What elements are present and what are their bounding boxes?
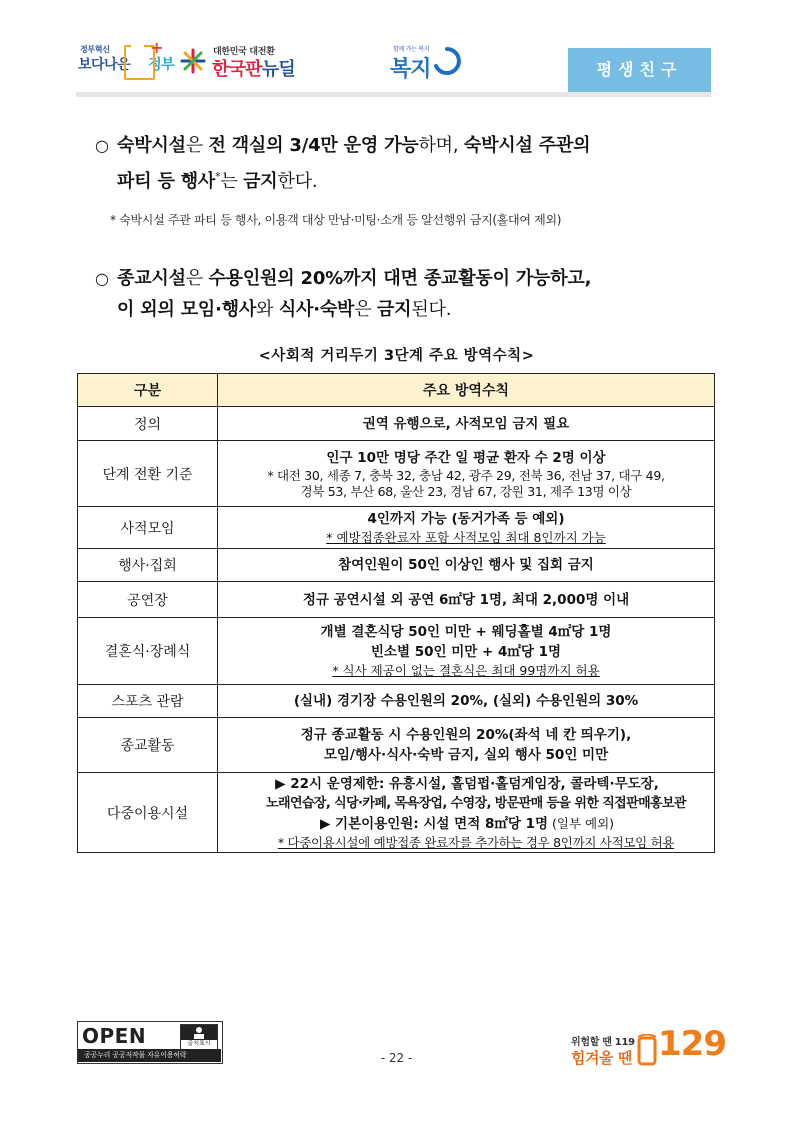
lodging-footnote: * 숙박시설 주관 파티 등 행사, 이용객 대상 만남·미팅·소개 등 알선행위 금지(홀대여 제외): [110, 213, 562, 227]
rule-line: [222, 555, 710, 575]
row-rules: [218, 407, 715, 441]
emphasis-text: 금지: [243, 171, 278, 192]
plain-text: 은: [185, 268, 209, 289]
table-row: [78, 407, 715, 441]
phone-icon: [636, 1034, 658, 1066]
rule-line-text: 인구 10만 명당 주간 일 평균 환자 수 2명 이상: [326, 449, 606, 466]
rule-line-text: 모임/행사·식사·숙박 금지, 실외 행사 50인 미만: [323, 747, 609, 763]
welfare-slogan-text: 함께 가는 복지: [393, 46, 430, 53]
rule-line-text: ▶ 22시 운영제한: 유흥시설, 홀덤펍·홀덤게임장, 콜라텍·무도장,: [275, 775, 659, 792]
rule-line: [222, 468, 710, 484]
rule-line: [222, 414, 710, 434]
row-category: 결혼식·장례식: [78, 618, 218, 685]
table-row: [78, 618, 715, 685]
gov-innovation-small-text: 정부혁신: [80, 45, 110, 54]
rule-line-text: 개별 결혼식당 50인 미만 + 웨딩홀별 4㎡당 1명: [320, 624, 612, 640]
new-deal-text-b: 뉴딜: [261, 59, 295, 80]
header-divider: [76, 92, 711, 97]
rule-line: [222, 529, 710, 547]
emphasis-text: 숙박시설 주관의: [463, 135, 591, 156]
rule-line-text: 경북 53, 부산 68, 울산 23, 경남 67, 강원 31, 제주 13명 이상: [300, 483, 632, 499]
rule-note-inline: (일부 예외): [552, 815, 615, 831]
table-row: [78, 549, 715, 582]
table-row: [78, 441, 715, 507]
welfare-circle-icon: [432, 46, 462, 76]
emphasis-text: 이 외의 모임·행사: [117, 299, 257, 320]
lifelong-friend-tag: [568, 48, 711, 92]
rule-line: [222, 834, 710, 852]
bracket-gap-bottom: [131, 72, 144, 78]
row-rules: [218, 441, 715, 507]
row-rules: [218, 507, 715, 549]
table-row: [78, 718, 715, 773]
row-rules: [218, 582, 715, 618]
rule-line-text: * 대전 30, 세종 7, 충북 32, 충남 42, 광주 29, 전북 36, 전남 37, 대구 49,: [267, 467, 665, 483]
rule-line-text: (실내) 경기장 수용인원의 20%, (실외) 수용인원의 30%: [293, 693, 639, 709]
rule-line-text: 노래연습장, 식당·카페, 목욕장업, 수영장, 방문판매 등을 위한 직접판매홍보관: [266, 795, 686, 811]
footnote-marker: *: [215, 170, 221, 183]
rule-line-text: * 예방접종완료자 포함 사적모임 최대 8인까지 가능: [326, 529, 606, 545]
circle-bullet: ○: [95, 269, 109, 288]
paragraph-line: [95, 161, 590, 197]
table-row: [78, 685, 715, 718]
plain-text: 은: [354, 299, 377, 320]
paragraph-religion: [95, 263, 591, 325]
rule-line: [222, 448, 710, 468]
new-deal-text-a: 한국판: [212, 59, 262, 80]
plain-text: 하며,: [418, 135, 464, 156]
table-row: [78, 507, 715, 549]
header-category: 구분: [78, 374, 218, 407]
rule-line: [222, 509, 710, 529]
logo-text-a: 보다나은: [78, 57, 131, 73]
row-category: 종교활동: [78, 718, 218, 773]
table-row: [78, 773, 715, 853]
plain-text: 와: [256, 299, 279, 320]
rule-line-text: ▶ 기본이용인원: 시설 면적 8㎡당 1명: [319, 815, 549, 832]
line-text: [117, 135, 590, 156]
plain-text: 는: [220, 171, 244, 192]
rule-line-text: 정규 공연시설 외 공연 6㎡당 1명, 최대 2,000명 이내: [302, 591, 630, 608]
hotline-number: 129: [658, 1024, 726, 1064]
paragraph-line: [95, 294, 591, 325]
rule-line-text: 참여인원이 50인 이상인 행사 및 집회 금지: [338, 557, 594, 573]
new-deal-small-text: 대한민국 대전환: [213, 47, 275, 57]
table-title: <사회적 거리두기 3단계 주요 방역수칙>: [258, 348, 535, 364]
rule-line: [222, 484, 710, 500]
rule-line: [222, 691, 710, 711]
paragraph-lodging: [95, 130, 590, 197]
emergency-119-text: 위험할 땐 119: [571, 1037, 635, 1048]
row-rules: [218, 685, 715, 718]
rule-line: [222, 725, 710, 745]
plain-text: 한다.: [277, 171, 318, 192]
rule-line: [222, 622, 710, 642]
emphasis-text: 금지: [376, 299, 412, 320]
row-category: 스포츠 관람: [78, 685, 218, 718]
row-rules: [218, 718, 715, 773]
rule-line-text: 4인까지 가능 (동거가족 등 예외): [367, 510, 565, 527]
emphasis-text: 종교시설: [117, 268, 186, 289]
bracket-gap-top: [131, 43, 144, 49]
row-category: 단계 전환 기준: [78, 441, 218, 507]
license-label: 출처표시: [187, 1040, 211, 1047]
welfare-logo-text: 복지: [390, 57, 431, 82]
rule-line: [222, 745, 710, 765]
logo-text-b: 정부: [148, 57, 175, 73]
row-category: 사적모임: [78, 507, 218, 549]
open-license-strip-text: 공공누리 공공저작물 자유이용허락: [84, 1051, 187, 1059]
emphasis-text: 전 객실의 3/4만 운영 가능: [208, 135, 419, 156]
new-deal-star-icon: [180, 48, 206, 74]
page-number: - 22 -: [380, 1051, 413, 1065]
hotline-slogan-text: 힘겨울 땐: [571, 1049, 632, 1067]
paragraph-line: [95, 130, 590, 161]
line-text: [117, 268, 591, 289]
circle-bullet: ○: [95, 136, 109, 155]
quarantine-rules-table: [77, 373, 715, 853]
rule-line: [222, 590, 710, 610]
new-deal-logo-text: [212, 55, 295, 81]
attribution-person-icon: [180, 1024, 218, 1050]
rule-line: [222, 794, 710, 814]
emphasis-text: 파티 등 행사: [117, 171, 216, 192]
emphasis-text: 숙박시설: [117, 135, 186, 156]
rule-line: [222, 642, 710, 662]
paragraph-line: [95, 263, 591, 294]
row-rules: [218, 549, 715, 582]
plus-icon: +: [150, 38, 164, 57]
row-rules: [218, 618, 715, 685]
row-category: 정의: [78, 407, 218, 441]
open-license-text: OPEN: [82, 1024, 147, 1048]
rule-line-text: 정규 종교활동 시 수용인원의 20%(좌석 네 칸 띄우기),: [300, 727, 632, 743]
table-header-row: [78, 374, 715, 407]
row-category: 공연장: [78, 582, 218, 618]
rule-line: [222, 814, 710, 834]
rule-line-text: * 다중이용시설에 예방접종 완료자를 추가하는 경우 8인까지 사적모임 허용: [277, 834, 675, 850]
tag-text: 평생친구: [596, 60, 683, 79]
plain-text: 된다.: [411, 299, 452, 320]
row-category: 행사·집회: [78, 549, 218, 582]
rule-line: [222, 774, 710, 794]
rule-line: [222, 662, 710, 680]
table-row: [78, 582, 715, 618]
emphasis-text: 식사·숙박: [278, 299, 355, 320]
rule-line-text: * 식사 제공이 없는 결혼식은 최대 99명까지 허용: [332, 663, 600, 678]
row-category: 다중이용시설: [78, 773, 218, 853]
rule-line-text: 빈소별 50인 미만 + 4㎡당 1명: [370, 644, 562, 660]
line-text: [117, 171, 317, 192]
rule-line-text: 권역 유행으로, 사적모임 금지 필요: [362, 415, 570, 432]
line-text: [117, 299, 451, 320]
plain-text: 은: [185, 135, 209, 156]
emphasis-text: 수용인원의 20%까지 대면 종교활동이 가능하고,: [208, 268, 592, 289]
header-rules: 주요 방역수칙: [218, 374, 715, 407]
row-rules: [218, 773, 715, 853]
